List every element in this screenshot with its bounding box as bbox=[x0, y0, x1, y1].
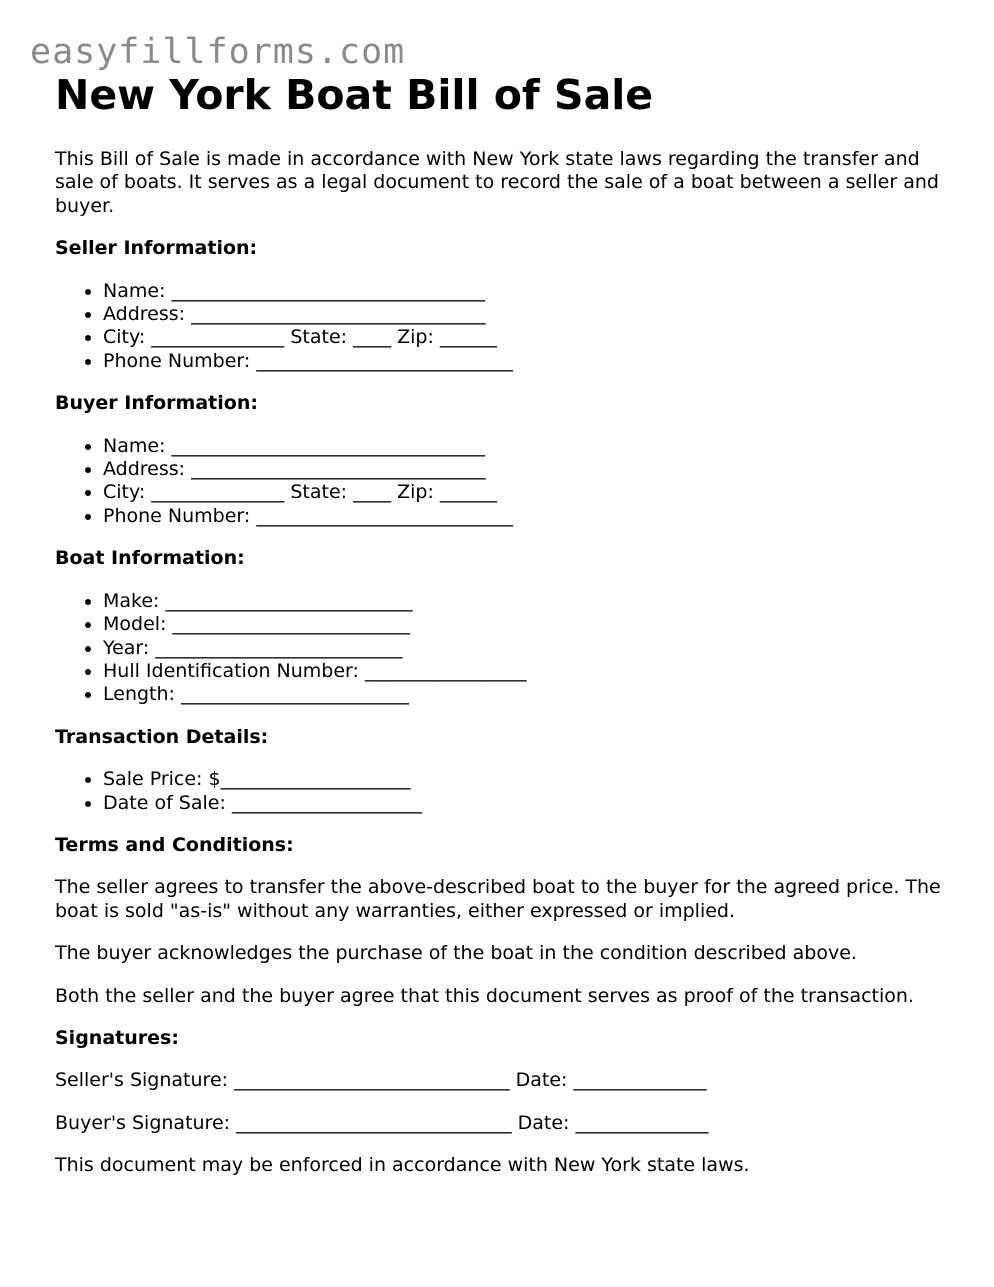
boat-year-field[interactable]: • Year: __________________________ bbox=[103, 637, 955, 660]
buyer-address-field[interactable]: • Address: _______________________________ bbox=[103, 458, 955, 481]
boat-list bbox=[55, 590, 955, 707]
boat-heading: Boat Information: bbox=[55, 547, 245, 570]
seller-heading: Seller Information: bbox=[55, 237, 258, 260]
terms-paragraph: The buyer acknowledges the purchase of the boat in the condition described above. bbox=[55, 942, 857, 965]
buyer-name-field[interactable]: • Name: _________________________________ bbox=[103, 435, 955, 458]
terms-paragraph: The seller agrees to transfer the above-described boat to the buyer for the agreed price. The boat is sold "as-is" without any warranties, either expressed or implied. bbox=[55, 876, 941, 922]
buyer-city-state-zip-field[interactable]: • City: ______________ State: ____ Zip: ______ bbox=[103, 481, 955, 504]
closing-statement: This document may be enforced in accordance with New York state laws. bbox=[55, 1154, 750, 1177]
boat-hin-field[interactable]: • Hull Identification Number: _________________ bbox=[103, 660, 955, 683]
page-title: New York Boat Bill of Sale bbox=[55, 71, 654, 119]
sale-date-field[interactable]: • Date of Sale: ____________________ bbox=[103, 792, 955, 815]
transaction-heading: Transaction Details: bbox=[55, 725, 269, 748]
seller-signature-line[interactable]: Seller's Signature: _____________________________ Date: ______________ bbox=[55, 1069, 707, 1092]
document-body bbox=[55, 68, 955, 1197]
buyer-signature-line[interactable]: Buyer's Signature: _____________________________ Date: ______________ bbox=[55, 1111, 709, 1134]
transaction-list bbox=[55, 768, 955, 815]
buyer-list bbox=[55, 435, 955, 529]
buyer-phone-field[interactable]: • Phone Number: ___________________________ bbox=[103, 505, 955, 528]
seller-name-field[interactable]: • Name: _________________________________ bbox=[103, 280, 955, 303]
boat-model-field[interactable]: • Model: _________________________ bbox=[103, 613, 955, 636]
sale-price-field[interactable]: • Sale Price: $____________________ bbox=[103, 768, 955, 791]
seller-city-state-zip-field[interactable]: • City: ______________ State: ____ Zip: ______ bbox=[103, 326, 955, 349]
boat-length-field[interactable]: • Length: ________________________ bbox=[103, 683, 955, 706]
seller-address-field[interactable]: • Address: _______________________________ bbox=[103, 303, 955, 326]
watermark: easyfillforms.com bbox=[30, 32, 406, 72]
seller-phone-field[interactable]: • Phone Number: ___________________________ bbox=[103, 350, 955, 373]
intro-paragraph: This Bill of Sale is made in accordance with New York state laws regarding the transfer and sale of boats. It serves as a legal document to record the sale of a boat between a seller and buyer. bbox=[55, 148, 939, 217]
terms-paragraph: Both the seller and the buyer agree that this document serves as proof of the transaction. bbox=[55, 984, 914, 1007]
buyer-heading: Buyer Information: bbox=[55, 392, 258, 415]
boat-make-field[interactable]: • Make: __________________________ bbox=[103, 590, 955, 613]
signatures-heading: Signatures: bbox=[55, 1026, 179, 1049]
seller-list bbox=[55, 280, 955, 374]
terms-heading: Terms and Conditions: bbox=[55, 833, 294, 856]
